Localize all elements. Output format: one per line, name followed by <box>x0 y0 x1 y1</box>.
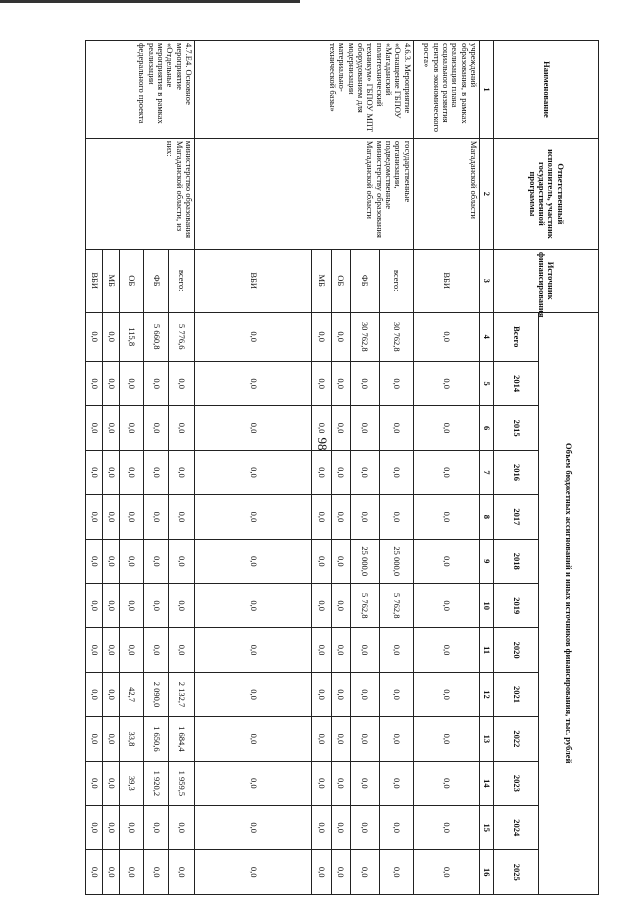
year-value: 0,0 <box>86 672 103 716</box>
year-value: 5 762,8 <box>350 584 379 628</box>
year-value: 0,0 <box>350 761 379 805</box>
total-value: 5 660,8 <box>143 312 169 361</box>
funding-source: ВБИ <box>194 249 311 312</box>
year-value: 0,0 <box>194 717 311 761</box>
column-number: 7 <box>480 450 494 494</box>
year-value: 0,0 <box>86 539 103 583</box>
column-number: 10 <box>480 584 494 628</box>
year-value: 0,0 <box>143 584 169 628</box>
year-value: 0,0 <box>312 850 331 895</box>
year-value: 0,0 <box>103 450 120 494</box>
year-value: 0,0 <box>103 850 120 895</box>
year-value: 0,0 <box>379 450 413 494</box>
year-value: 0,0 <box>86 361 103 405</box>
year-value: 0,0 <box>379 850 413 895</box>
column-number: 3 <box>480 249 494 312</box>
year-value: 0,0 <box>169 806 195 850</box>
year-value: 0,0 <box>103 539 120 583</box>
funding-source: всего: <box>169 249 195 312</box>
funding-source: МБ <box>103 249 120 312</box>
funding-source: ФБ <box>350 249 379 312</box>
year-value: 0,0 <box>379 672 413 716</box>
funding-source: ВБИ <box>86 249 103 312</box>
year-value: 0,0 <box>103 717 120 761</box>
column-number: 8 <box>480 495 494 539</box>
year-value: 0,0 <box>86 450 103 494</box>
measure-name: учреждений образования, в рамках реализации плана социального развития центров экономического роста» <box>413 41 479 139</box>
header-source: Источник финансирования <box>494 249 599 312</box>
header-year: 2021 <box>494 672 539 716</box>
year-value: 0,0 <box>413 761 479 805</box>
responsible-executor: Магаданской области <box>413 138 479 249</box>
year-value: 0,0 <box>194 450 311 494</box>
year-value: 5 762,8 <box>379 584 413 628</box>
year-value: 0,0 <box>103 495 120 539</box>
year-value: 0,0 <box>86 628 103 672</box>
header-year: 2022 <box>494 717 539 761</box>
year-value: 2 090,0 <box>143 672 169 716</box>
year-value: 0,0 <box>331 495 350 539</box>
year-value: 0,0 <box>86 406 103 450</box>
year-value: 0,0 <box>103 761 120 805</box>
year-value: 0,0 <box>379 717 413 761</box>
column-number: 9 <box>480 539 494 583</box>
year-value: 0,0 <box>143 495 169 539</box>
column-number: 13 <box>480 717 494 761</box>
year-value: 0,0 <box>379 628 413 672</box>
year-value: 0,0 <box>331 850 350 895</box>
year-value: 1 920,2 <box>143 761 169 805</box>
year-value: 0,0 <box>350 850 379 895</box>
year-value: 0,0 <box>143 628 169 672</box>
total-value: 5 776,6 <box>169 312 195 361</box>
total-value: 0,0 <box>194 312 311 361</box>
header-year: 2015 <box>494 406 539 450</box>
year-value: 0,0 <box>312 495 331 539</box>
header-name: Наименование <box>494 41 599 139</box>
year-value: 0,0 <box>143 850 169 895</box>
year-value: 0,0 <box>413 406 479 450</box>
year-value: 0,0 <box>379 806 413 850</box>
year-value: 0,0 <box>350 450 379 494</box>
year-value: 0,0 <box>413 361 479 405</box>
year-value: 0,0 <box>312 584 331 628</box>
header-year: 2018 <box>494 539 539 583</box>
year-value: 0,0 <box>350 628 379 672</box>
year-value: 0,0 <box>350 806 379 850</box>
year-value: 0,0 <box>194 806 311 850</box>
year-value: 0,0 <box>331 584 350 628</box>
year-value: 0,0 <box>350 495 379 539</box>
year-value: 0,0 <box>143 539 169 583</box>
year-value: 0,0 <box>413 495 479 539</box>
year-value: 1 684,4 <box>169 717 195 761</box>
year-value: 0,0 <box>413 717 479 761</box>
year-value: 0,0 <box>413 806 479 850</box>
year-value: 0,0 <box>120 850 143 895</box>
year-value: 0,0 <box>169 450 195 494</box>
year-value: 1 650,6 <box>143 717 169 761</box>
year-value: 0,0 <box>331 672 350 716</box>
total-value: 0,0 <box>331 312 350 361</box>
year-value: 0,0 <box>379 495 413 539</box>
year-value: 0,0 <box>120 406 143 450</box>
year-value: 0,0 <box>312 717 331 761</box>
year-value: 0,0 <box>86 806 103 850</box>
year-value: 0,0 <box>312 628 331 672</box>
total-value: 115,8 <box>120 312 143 361</box>
year-value: 2 132,7 <box>169 672 195 716</box>
year-value: 0,0 <box>194 406 311 450</box>
year-value: 33,8 <box>120 717 143 761</box>
year-value: 0,0 <box>103 406 120 450</box>
year-value: 0,0 <box>331 361 350 405</box>
year-value: 0,0 <box>379 406 413 450</box>
header-year: 2017 <box>494 495 539 539</box>
year-value: 0,0 <box>350 672 379 716</box>
year-value: 0,0 <box>86 495 103 539</box>
year-value: 0,0 <box>120 539 143 583</box>
header-year: 2023 <box>494 761 539 805</box>
year-value: 0,0 <box>331 406 350 450</box>
year-value: 25 000,0 <box>379 539 413 583</box>
year-value: 0,0 <box>120 806 143 850</box>
year-value: 0,0 <box>103 806 120 850</box>
year-value: 0,0 <box>350 406 379 450</box>
page-number: 98 <box>315 437 330 451</box>
year-value: 42,7 <box>120 672 143 716</box>
year-value: 0,0 <box>103 361 120 405</box>
financing-table <box>85 40 599 895</box>
year-value: 0,0 <box>194 850 311 895</box>
year-value: 0,0 <box>86 761 103 805</box>
funding-source: ФБ <box>143 249 169 312</box>
funding-source: всего: <box>379 249 413 312</box>
funding-source: МБ <box>312 249 331 312</box>
year-value: 0,0 <box>169 361 195 405</box>
year-value: 1 959,5 <box>169 761 195 805</box>
year-value: 0,0 <box>169 539 195 583</box>
year-value: 0,0 <box>331 761 350 805</box>
year-value: 0,0 <box>194 761 311 805</box>
table-row <box>413 41 479 895</box>
year-value: 0,0 <box>169 628 195 672</box>
year-value: 0,0 <box>169 850 195 895</box>
funding-source: ОБ <box>120 249 143 312</box>
header-executor: Ответственный исполнитель, участник государственной программы <box>494 138 599 249</box>
year-value: 0,0 <box>120 361 143 405</box>
year-value: 0,0 <box>86 584 103 628</box>
total-value: 0,0 <box>103 312 120 361</box>
year-value: 0,0 <box>103 672 120 716</box>
header-volume: Объем бюджетных ассигнований и иных источников финансирования, тыс. рублей <box>539 312 599 894</box>
measure-name: 4.7.E4. Основное мероприятие «Отдельные мероприятия в рамках реализации федерального проекта <box>86 41 195 139</box>
column-number: 5 <box>480 361 494 405</box>
column-number: 6 <box>480 406 494 450</box>
responsible-executor: государственные организации, подведомственные министерству образования Магаданской области <box>194 138 413 249</box>
year-value: 0,0 <box>103 584 120 628</box>
total-value: 30 762,8 <box>379 312 413 361</box>
year-value: 0,0 <box>312 672 331 716</box>
year-value: 0,0 <box>86 717 103 761</box>
column-number: 12 <box>480 672 494 716</box>
column-number: 11 <box>480 628 494 672</box>
total-value: 0,0 <box>312 312 331 361</box>
year-value: 0,0 <box>331 539 350 583</box>
year-value: 0,0 <box>143 450 169 494</box>
funding-source: ВБИ <box>413 249 479 312</box>
year-value: 25 000,0 <box>350 539 379 583</box>
year-value: 0,0 <box>312 761 331 805</box>
year-value: 0,0 <box>194 539 311 583</box>
column-number: 16 <box>480 850 494 895</box>
responsible-executor: министерство образования Магаданской области, из них: <box>86 138 195 249</box>
year-value: 0,0 <box>413 450 479 494</box>
year-value: 0,0 <box>413 539 479 583</box>
year-value: 0,0 <box>413 672 479 716</box>
year-value: 0,0 <box>194 628 311 672</box>
year-value: 0,0 <box>413 584 479 628</box>
column-number: 15 <box>480 806 494 850</box>
year-value: 0,0 <box>169 406 195 450</box>
year-value: 0,0 <box>194 495 311 539</box>
year-value: 0,0 <box>194 584 311 628</box>
year-value: 0,0 <box>194 672 311 716</box>
total-value: 30 762,8 <box>350 312 379 361</box>
year-value: 0,0 <box>312 361 331 405</box>
year-value: 0,0 <box>413 628 479 672</box>
year-value: 0,0 <box>312 806 331 850</box>
header-year: 2020 <box>494 628 539 672</box>
total-value: 0,0 <box>413 312 479 361</box>
header-year: 2025 <box>494 850 539 895</box>
year-value: 0,0 <box>312 450 331 494</box>
total-value: 0,0 <box>86 312 103 361</box>
year-value: 0,0 <box>379 361 413 405</box>
year-value: 0,0 <box>312 539 331 583</box>
year-value: 0,0 <box>194 361 311 405</box>
year-value: 0,0 <box>379 761 413 805</box>
year-value: 0,0 <box>120 450 143 494</box>
column-number: 14 <box>480 761 494 805</box>
year-value: 0,0 <box>312 406 331 450</box>
year-value: 0,0 <box>120 628 143 672</box>
column-number: 1 <box>480 41 494 139</box>
year-value: 0,0 <box>413 850 479 895</box>
year-value: 0,0 <box>169 584 195 628</box>
funding-source: ОБ <box>331 249 350 312</box>
rotated-table-wrapper <box>85 40 599 895</box>
table-row <box>379 41 413 895</box>
measure-name: 4.6.3. Мероприятие «Оснащение ГБПОУ «Магаданский политехнический техникум» ГБПОУ МПТ оборудованием для модернизации материально-технической базы» <box>194 41 413 139</box>
year-value: 0,0 <box>331 806 350 850</box>
header-year: 2016 <box>494 450 539 494</box>
year-value: 0,0 <box>143 806 169 850</box>
year-value: 0,0 <box>350 717 379 761</box>
column-number: 4 <box>480 312 494 361</box>
year-value: 39,3 <box>120 761 143 805</box>
year-value: 0,0 <box>120 495 143 539</box>
year-value: 0,0 <box>143 361 169 405</box>
table-row <box>169 41 195 895</box>
header-total: Всего <box>494 312 539 361</box>
top-rule <box>0 0 300 3</box>
header-year: 2019 <box>494 584 539 628</box>
year-value: 0,0 <box>120 584 143 628</box>
header-year: 2014 <box>494 361 539 405</box>
year-value: 0,0 <box>103 628 120 672</box>
year-value: 0,0 <box>86 850 103 895</box>
year-value: 0,0 <box>331 450 350 494</box>
column-number: 2 <box>480 138 494 249</box>
year-value: 0,0 <box>331 628 350 672</box>
year-value: 0,0 <box>143 406 169 450</box>
year-value: 0,0 <box>331 717 350 761</box>
year-value: 0,0 <box>350 361 379 405</box>
header-year: 2024 <box>494 806 539 850</box>
year-value: 0,0 <box>169 495 195 539</box>
